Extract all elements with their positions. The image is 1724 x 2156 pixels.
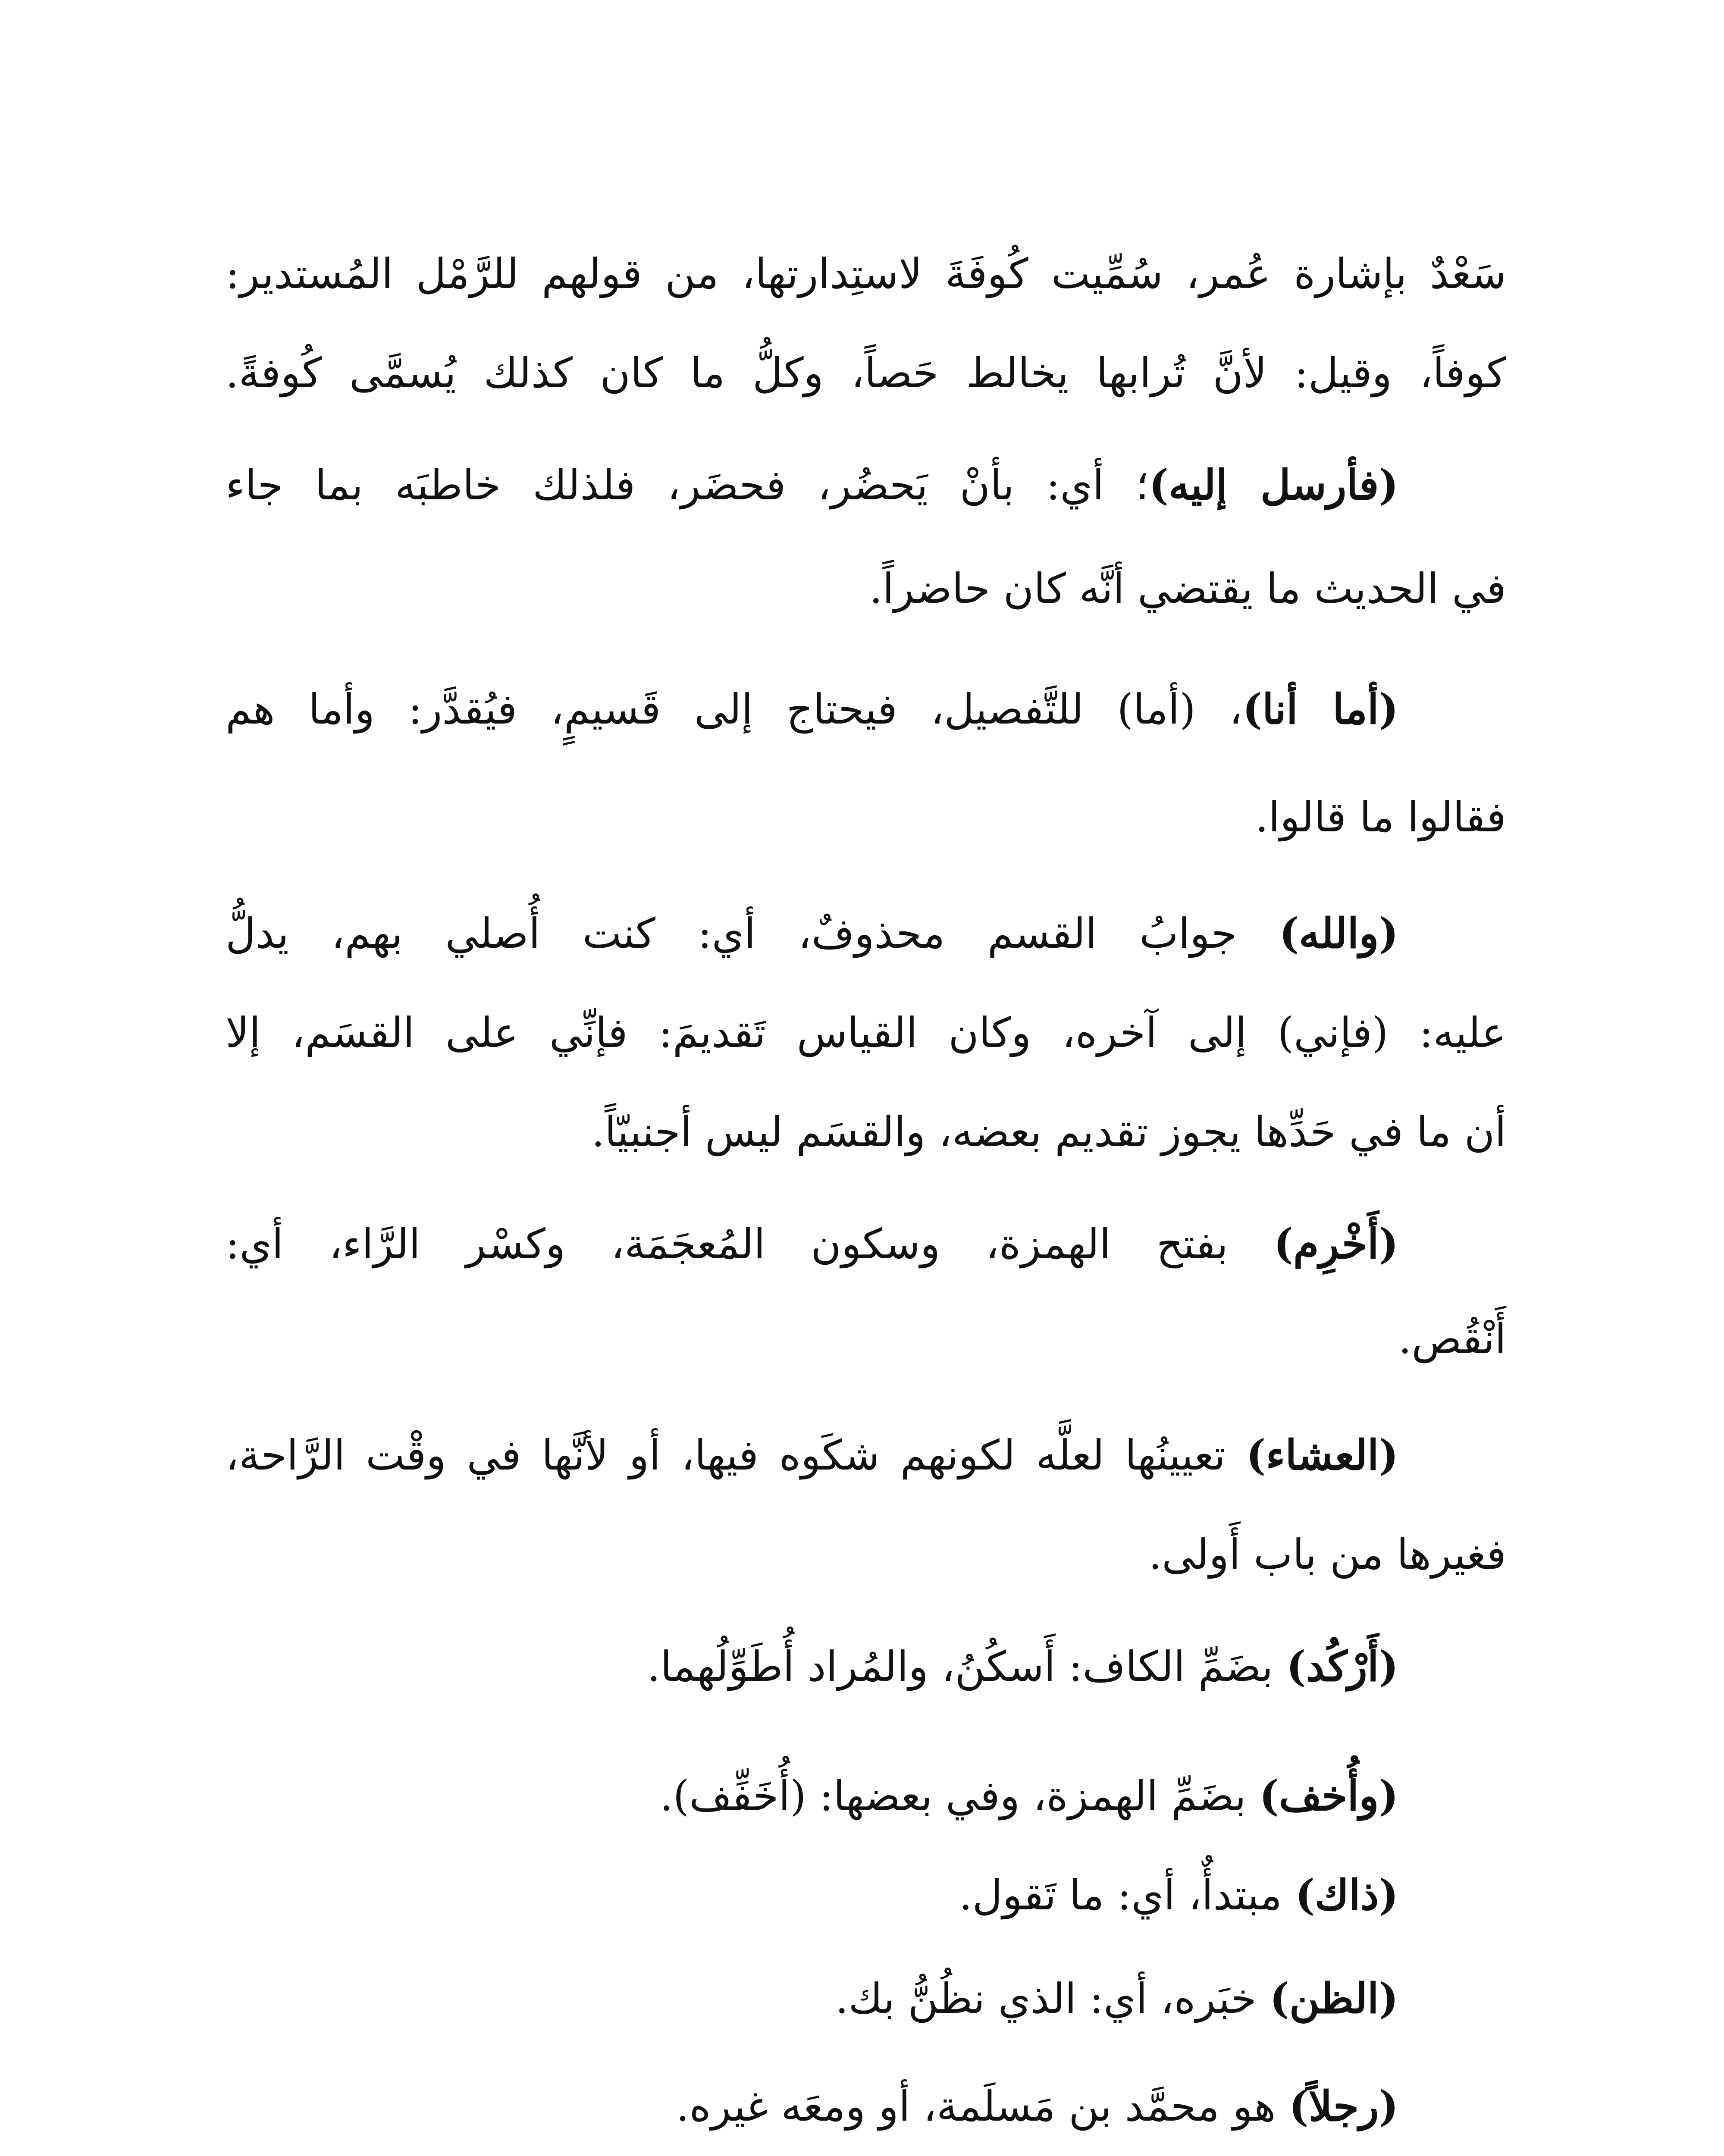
line-text: ؛ أي: بأنْ يَحضُر، فحضَر، فلذلك خاطبَه بما جاء bbox=[226, 461, 1149, 509]
text-line-4 bbox=[869, 556, 1506, 621]
line-text: أَنْقُص. bbox=[1398, 1315, 1506, 1363]
line-text: خبَره، أي: الذي نظُنُّ بك. bbox=[835, 1974, 1270, 2023]
text-line-12 bbox=[226, 1423, 1506, 1488]
line-text: بضَمِّ الهمزة، وفي بعضها: (أُخَفِّف). bbox=[660, 1772, 1260, 1820]
text-line-3 bbox=[226, 453, 1506, 517]
text-line-10 bbox=[226, 1212, 1506, 1276]
text-line-11 bbox=[1398, 1307, 1506, 1371]
text-line-1 bbox=[226, 241, 1506, 306]
line-text: فقالوا ما قالوا. bbox=[1255, 793, 1506, 841]
text-line-9 bbox=[592, 1100, 1506, 1164]
line-text: كوفاً، وقيل: لأنَّ تُرابها يخالط حَصاً، وكلُّ ما كان كذلك يُسمَّى كُوفةً. bbox=[226, 349, 1506, 397]
line-text: أن ما في حَدِّها يجوز تقديم بعضه، والقسَم ليس أجنبيّاً. bbox=[591, 1108, 1506, 1156]
text-line-17 bbox=[835, 1966, 1398, 2031]
text-line-13 bbox=[1149, 1522, 1506, 1587]
text-line-18 bbox=[676, 2074, 1398, 2139]
lemma: (أما أنا) bbox=[1242, 685, 1399, 733]
text-line-2 bbox=[226, 341, 1506, 405]
line-text: مبتدأٌ، أي: ما تَقول. bbox=[959, 1871, 1295, 1919]
lemma: (والله) bbox=[1279, 909, 1398, 958]
line-text: ، (أما) للتَّفصيل، فيحتاج إلى قَسيمٍ، فيُقدَّر: وأما هم bbox=[226, 685, 1243, 733]
line-text: في الحديث ما يقتضي أنَّه كان حاضراً. bbox=[869, 564, 1506, 613]
line-text: بفتح الهمزة، وسكون المُعجَمَة، وكسْر الرَّاء، أي: bbox=[226, 1220, 1274, 1268]
line-text: سَعْدٌ بإشارة عُمر، سُمِّيت كُوفَةَ لاستِدارتها، من قولهم للرَّمْل المُستدير: bbox=[226, 250, 1506, 298]
line-text: جوابُ القسم محذوفٌ، أي: كنت أُصلي بهم، يدلُّ bbox=[226, 909, 1279, 958]
text-line-7 bbox=[226, 901, 1506, 966]
lemma: (الظن) bbox=[1269, 1974, 1398, 2023]
text-line-6 bbox=[1255, 785, 1506, 849]
text-line-16 bbox=[959, 1863, 1398, 1927]
lemma: (وأُخف) bbox=[1259, 1771, 1398, 1820]
line-text: هو محمَّد بن مَسلَمة، أو ومعَه غيره. bbox=[676, 2082, 1289, 2131]
lemma: (فأرسل إليه) bbox=[1149, 461, 1399, 509]
lemma: (العشاء) bbox=[1246, 1431, 1399, 1479]
line-text: فغيرها من باب أَولى. bbox=[1148, 1530, 1506, 1579]
text-line-15 bbox=[660, 1764, 1398, 1828]
line-text: بضَمِّ الكاف: أَسكُنُ، والمُراد أُطَوِّلُهما. bbox=[647, 1642, 1287, 1691]
text-line-14 bbox=[647, 1634, 1398, 1699]
text-line-8 bbox=[226, 1000, 1506, 1065]
lemma: (أَخْرِم) bbox=[1273, 1219, 1398, 1268]
line-text: عليه: (فإني) إلى آخره، وكان القياس تَقديمَ: فإنِّي على القسَم، إلا bbox=[226, 1009, 1506, 1057]
lemma: (أَرْكُد) bbox=[1286, 1642, 1398, 1691]
lemma: (رجلاً) bbox=[1289, 2082, 1398, 2131]
line-text: تعيينُها لعلَّه لكونهم شكَوه فيها، أو لأنَّها في وقْت الرَّاحة، bbox=[226, 1431, 1246, 1479]
text-line-5 bbox=[226, 677, 1506, 742]
lemma: (ذاك) bbox=[1295, 1871, 1398, 1919]
